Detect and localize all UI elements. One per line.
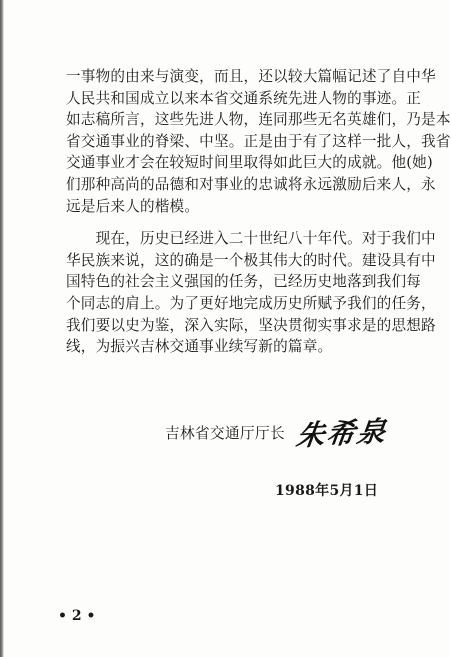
text-line: 我们要以史为鉴，深入实际，坚决贯彻实事求是的思想路 — [66, 316, 436, 334]
text-line: 一事物的由来与演变，而且，还以较大篇幅记述了自中华 — [66, 68, 436, 85]
text-line: 线，为振兴吉林交通事业续写新的篇章。 — [66, 338, 333, 356]
paragraph-1 — [66, 66, 451, 217]
text-line: 交通事业才会在较短时间里取得如此巨大的成就。他(她) — [66, 154, 433, 172]
page-edge-shadow — [0, 0, 4, 657]
text-line: 华民族来说，这的确是一个极其伟大的时代。建设具有中 — [66, 251, 436, 269]
page-number: • 2 • — [58, 608, 96, 624]
signature-block — [165, 412, 390, 453]
text-line: 省交通事业的脊梁、中坚。正是由于有了这样一批人，我省 — [66, 132, 451, 150]
document-date: 1988年5月1日 — [275, 483, 379, 499]
text-line: 个同志的肩上。为了更好地完成历史所赋予我们的任务， — [66, 294, 436, 312]
text-line: 远是后来人的楷模。 — [66, 197, 200, 215]
handwritten-signature: 朱希泉 — [294, 414, 390, 453]
text-line: 们那种高尚的品德和对事业的忠诚将永远激励后来人，永 — [66, 175, 436, 193]
text-line: 如志稿所言，这些先进人物，连同那些无名英雄们，乃是本 — [66, 111, 451, 129]
body-text — [66, 66, 451, 358]
text-line: 人民共和国成立以来本省交通系统先进人物的事迹。正 — [66, 89, 422, 107]
text-line: 现在，历史已经进入二十世纪八十年代。对于我们中 — [66, 230, 436, 248]
signatory-title: 吉林省交通厅厅长 — [165, 424, 285, 442]
paragraph-2 — [66, 228, 436, 358]
text-line: 国特色的社会主义强国的任务，已经历史地落到我们每 — [66, 273, 422, 291]
